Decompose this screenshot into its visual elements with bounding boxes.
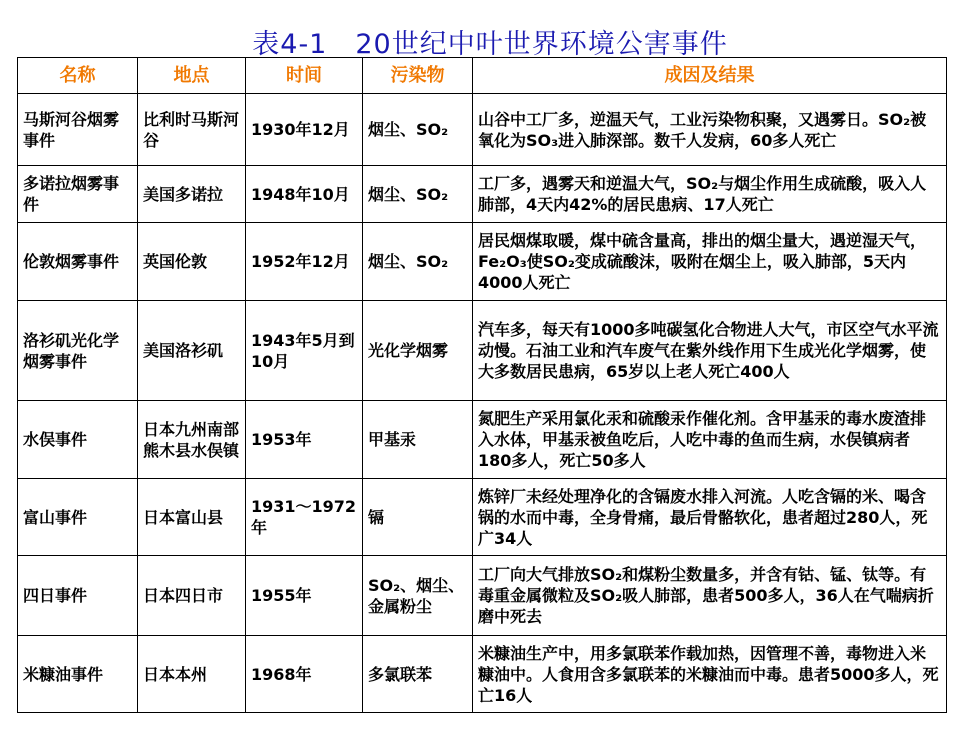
event-name: 多诺拉烟雾事件 (18, 166, 138, 223)
event-pollutant: 烟尘、SO₂ (363, 94, 473, 166)
pollution-events-table (17, 57, 947, 713)
table-title: 表4-1 20世纪中叶世界环境公害事件 (252, 29, 728, 60)
event-name: 水俣事件 (18, 401, 138, 479)
event-place: 日本九州南部熊木县水俣镇 (138, 401, 246, 479)
event-time: 1968年 (246, 636, 363, 713)
table-row (18, 94, 947, 166)
event-name: 富山事件 (18, 479, 138, 556)
event-place: 比利时马斯河谷 (138, 94, 246, 166)
table-row (18, 479, 947, 556)
event-pollutant: 烟尘、SO₂ (363, 223, 473, 301)
event-name: 四日事件 (18, 556, 138, 636)
event-name: 伦敦烟雾事件 (18, 223, 138, 301)
event-time: 1952年12月 (246, 223, 363, 301)
event-time: 1953年 (246, 401, 363, 479)
event-cause: 氮肥生产采用氯化汞和硫酸汞作催化剂。含甲基汞的毒水废渣排入水体，甲基汞被鱼吃后，人吃中毒的鱼而生病，水俣镇病者180多人，死亡50多人 (473, 401, 947, 479)
event-cause: 工厂向大气排放SO₂和煤粉尘数量多，并含有钴、锰、钛等。有毒重金属微粒及SO₂吸人肺部，患者500多人，36人在气喘病折磨中死去 (473, 556, 947, 636)
event-pollutant: SO₂、烟尘、金属粉尘 (363, 556, 473, 636)
event-name: 洛衫矶光化学烟雾事件 (18, 301, 138, 401)
header-row (18, 58, 947, 94)
event-place: 日本富山县 (138, 479, 246, 556)
event-place: 英国伦敦 (138, 223, 246, 301)
event-name: 米糠油事件 (18, 636, 138, 713)
event-cause: 工厂多，遇雾天和逆温大气，SO₂与烟尘作用生成硫酸，吸入人肺部，4天内42%的居民患病、17人死亡 (473, 166, 947, 223)
event-cause: 汽车多，每天有1000多吨碳氢化合物进人大气，市区空气水平流动慢。石油工业和汽车废气在紫外线作用下生成光化学烟雾，使大多数居民患病，65岁以上老人死亡400人 (473, 301, 947, 401)
event-pollutant: 烟尘、SO₂ (363, 166, 473, 223)
header-name: 名称 (18, 58, 138, 94)
event-pollutant: 镉 (363, 479, 473, 556)
event-cause: 山谷中工厂多，逆温天气，工业污染物积聚，又遇雾日。SO₂被氧化为SO₃进入肺深部。数千人发病，60多人死亡 (473, 94, 947, 166)
event-cause: 炼锌厂未经处理净化的含镉废水排入河流。人吃含镉的米、喝含锅的水而中毒，全身骨痛，最后骨骼软化，患者超过280人，死广34人 (473, 479, 947, 556)
event-pollutant: 光化学烟雾 (363, 301, 473, 401)
header-place: 地点 (138, 58, 246, 94)
event-pollutant: 多氯联苯 (363, 636, 473, 713)
event-cause: 居民烟煤取暖，煤中硫含量高，排出的烟尘量大，遇逆湿天气，Fe₂O₃使SO₂变成硫酸沫，吸附在烟尘上，吸入肺部，5天内4000人死亡 (473, 223, 947, 301)
event-name: 马斯河谷烟雾事件 (18, 94, 138, 166)
table-row (18, 401, 947, 479)
header-time: 时间 (246, 58, 363, 94)
table-row (18, 556, 947, 636)
event-cause: 米糠油生产中，用多氯联苯作载加热，因管理不善，毒物进入米糠油中。人食用含多氯联苯的米糠油而中毒。患者5000多人，死亡16人 (473, 636, 947, 713)
table-row (18, 166, 947, 223)
header-pollutant: 污染物 (363, 58, 473, 94)
event-time: 1931～1972年 (246, 479, 363, 556)
event-place: 美国多诺拉 (138, 166, 246, 223)
event-place: 日本四日市 (138, 556, 246, 636)
table-row (18, 636, 947, 713)
event-place: 美国洛衫矶 (138, 301, 246, 401)
event-place: 日本本州 (138, 636, 246, 713)
event-time: 1955年 (246, 556, 363, 636)
event-time: 1943年5月到10月 (246, 301, 363, 401)
header-cause: 成因及结果 (473, 58, 947, 94)
event-pollutant: 甲基汞 (363, 401, 473, 479)
table-row (18, 301, 947, 401)
event-time: 1948年10月 (246, 166, 363, 223)
event-time: 1930年12月 (246, 94, 363, 166)
table-row (18, 223, 947, 301)
